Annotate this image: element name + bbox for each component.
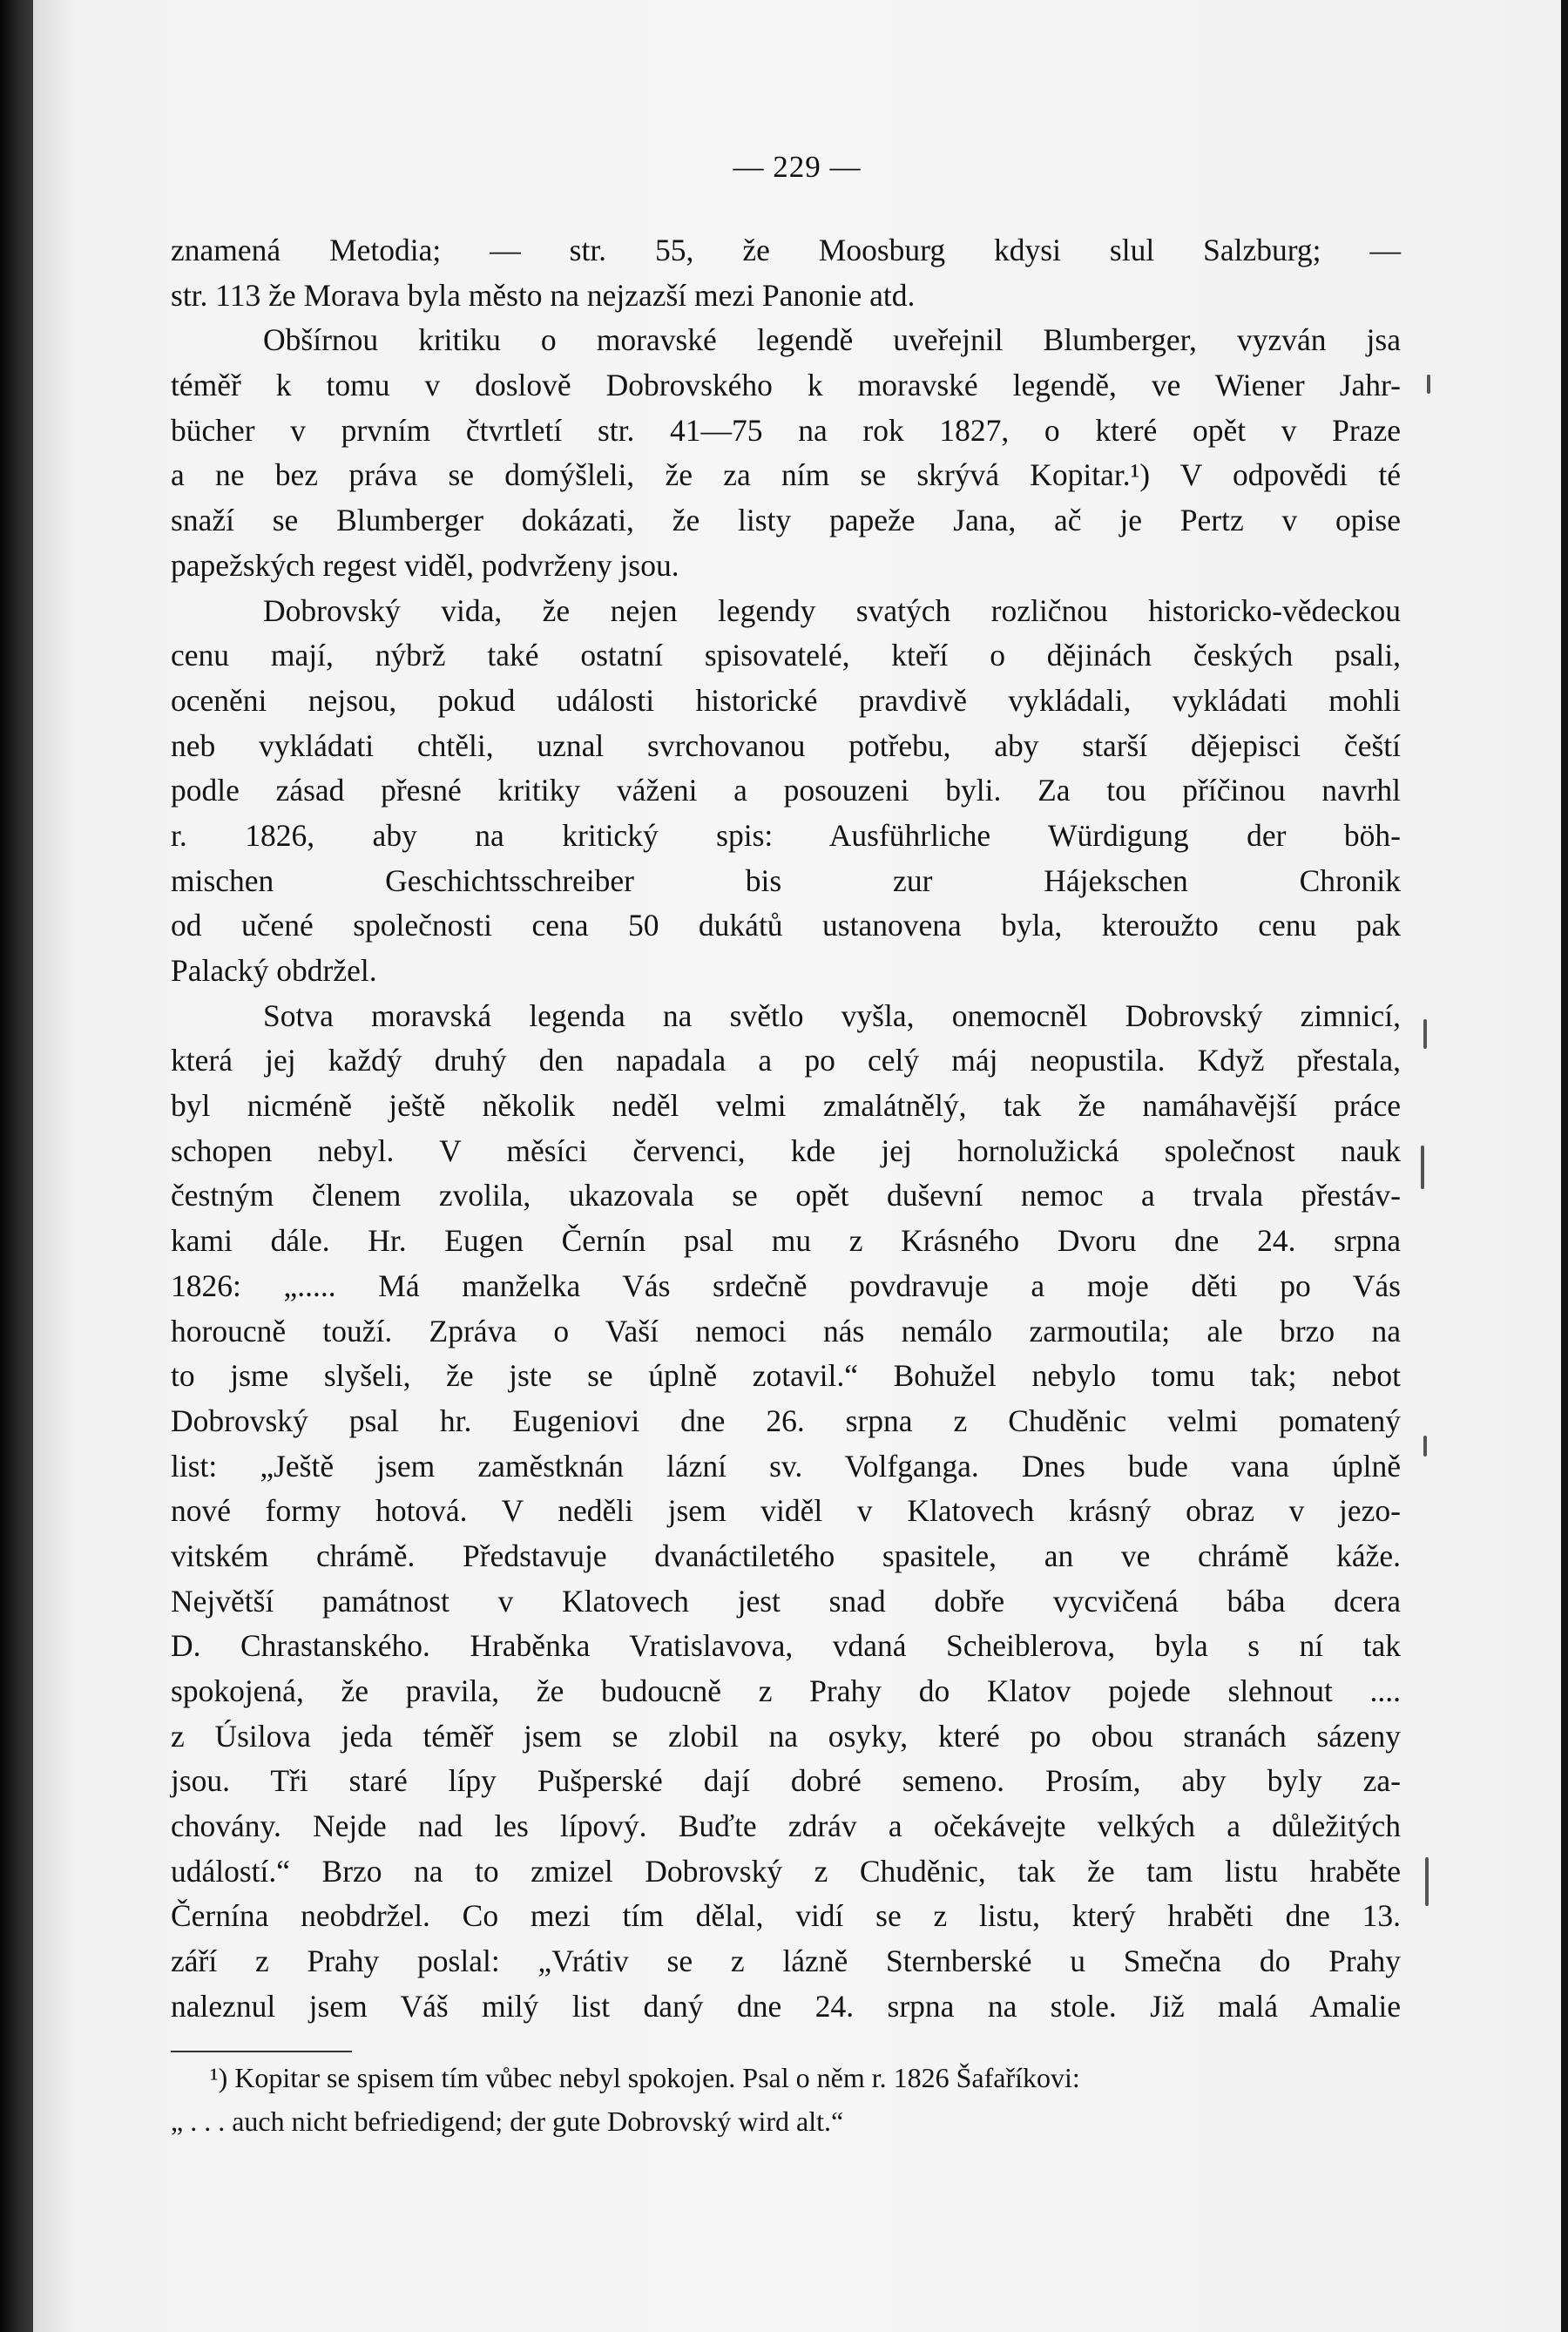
margin-mark — [1425, 1857, 1429, 1906]
text-line: znamená Metodia; — str. 55, že Moosburg kdysi slul Salzburg; — — [171, 233, 1401, 267]
footnote-line: ¹) Kopitar se spisem tím vůbec nebyl spokojen. Psal o něm r. 1826 Šafaříkovi: — [210, 2062, 1080, 2093]
text-line: str. 113 že Morava byla město na nejzazší mezi Panonie atd. — [171, 277, 916, 313]
footnote-divider — [171, 2051, 352, 2052]
text-line: která jej každý druhý den napadala a po celý máj neopustila. Když přestala, — [171, 1043, 1401, 1078]
text-line: D. Chrastanského. Hraběnka Vratislavova, vdaná Scheiblerova, byla s ní tak — [171, 1628, 1401, 1664]
text-line: od učené společnosti cena 50 dukátů ustanovena byla, kteroužto cenu pak — [171, 908, 1401, 943]
text-line: horoucně touží. Zpráva o Vaší nemoci nás nemálo zarmoutila; ale brzo na — [171, 1313, 1401, 1349]
body-text — [171, 228, 1401, 2030]
text-line: cenu mají, nýbrž také ostatní spisovatelé, kteří o dějinách českých psali, — [171, 638, 1401, 673]
text-line: podle zásad přesné kritiky váženi a posouzeni byli. Za tou příčinou navrhl — [171, 773, 1401, 808]
margin-mark — [1427, 375, 1430, 394]
text-line: snaží se Blumberger dokázati, že listy papeže Jana, ač je Pertz v opise — [171, 503, 1401, 538]
margin-mark — [1423, 1436, 1427, 1457]
text-line: Palacký obdržel. — [171, 953, 377, 988]
book-page — [33, 0, 1561, 2332]
text-line: chovány. Nejde nad les lípový. Buďte zdráv a očekávejte velkých a důležitých — [171, 1808, 1401, 1844]
text-line: spokojená, že pravila, že budoucně z Prahy do Klatov pojede slehnout .... — [171, 1673, 1401, 1708]
text-line: jsou. Tři staré lípy Pušperské dají dobré semeno. Prosím, aby byly za- — [171, 1763, 1401, 1799]
text-line: oceněni nejsou, pokud události historické pravdivě vykládali, vykládati mohli — [171, 682, 1401, 718]
text-line: z Úsilova jeda téměř jsem se zlobil na osyky, které po obou stranách sázeny — [171, 1718, 1401, 1754]
text-line: téměř k tomu v doslově Dobrovského k moravské legendě, ve Wiener Jahr- — [171, 368, 1401, 403]
text-line: papežských regest viděl, podvrženy jsou. — [171, 547, 679, 583]
text-line: neb vykládati chtěli, uznal svrchovanou potřebu, aby starší dějepisci čeští — [171, 727, 1401, 763]
text-line: to jsme slyšeli, že jste se úplně zotavil.“ Bohužel nebylo tomu tak; nebot — [171, 1358, 1401, 1394]
footnote-line: „ . . . auch nicht befriedigend; der gute Dobrovský wird alt.“ — [171, 2106, 844, 2137]
text-line: Černína neobdržel. Co mezi tím dělal, vidí se z listu, který hraběti dne 13. — [171, 1898, 1401, 1934]
text-line: a ne bez práva se domýšleli, že za ním se skrývá Kopitar.¹) V odpovědi té — [171, 457, 1401, 493]
text-line: bücher v prvním čtvrtletí str. 41—75 na rok 1827, o které opět v Praze — [171, 412, 1401, 448]
text-line: list: „Ještě jsem zaměstknán lázní sv. Volfganga. Dnes bude vana úplně — [171, 1448, 1401, 1484]
text-line: čestným členem zvolila, ukazovala se opět duševní nemoc a trvala přestáv- — [171, 1178, 1401, 1213]
text-line: Největší památnost v Klatovech jest snad dobře vycvičená bába dcera — [171, 1583, 1401, 1619]
margin-mark — [1423, 1019, 1427, 1049]
text-line: Sotva moravská legenda na světlo vyšla, onemocněl Dobrovský zimnicí, — [263, 997, 1401, 1033]
page-number: — 229 — — [733, 150, 862, 184]
text-line: r. 1826, aby na kritický spis: Ausführliche Würdigung der böh- — [171, 817, 1401, 853]
text-line: naleznul jsem Váš milý list daný dne 24. srpna na stole. Již malá Amalie — [171, 1988, 1401, 2024]
text-line: událostí.“ Brzo na to zmizel Dobrovský z Chuděnic, tak že tam listu hraběte — [171, 1853, 1401, 1889]
text-line: kami dále. Hr. Eugen Černín psal mu z Krásného Dvoru dne 24. srpna — [171, 1223, 1401, 1259]
scan-edge-right — [1561, 0, 1568, 2332]
text-line: 1826: „..... Má manželka Vás srdečně povdravuje a moje děti po Vás — [171, 1267, 1401, 1303]
text-line: září z Prahy poslal: „Vrátiv se z lázně Sternberské u Smečna do Prahy — [171, 1943, 1401, 1979]
margin-mark — [1421, 1146, 1424, 1189]
text-line: mischen Geschichtsschreiber bis zur Hájekschen Chronik — [171, 862, 1401, 898]
text-line: byl nicméně ještě několik neděl velmi zmalátnělý, tak že namáhavější práce — [171, 1088, 1401, 1124]
text-line: nové formy hotová. V neděli jsem viděl v Klatovech krásný obraz v jezo- — [171, 1493, 1401, 1529]
text-line: Dobrovský vida, že nejen legendy svatých rozličnou historicko-vědeckou — [263, 592, 1401, 628]
text-line: vitském chrámě. Představuje dvanáctiletého spasitele, an ve chrámě káže. — [171, 1538, 1401, 1573]
footnotes — [171, 2056, 1401, 2143]
text-line: schopen nebyl. V měsíci červenci, kde jej hornolužická společnost nauk — [171, 1132, 1401, 1168]
text-line: Dobrovský psal hr. Eugeniovi dne 26. srpna z Chuděnic velmi pomatený — [171, 1403, 1401, 1438]
scan-edge-left — [0, 0, 33, 2332]
text-line: Obšírnou kritiku o moravské legendě uveřejnil Blumberger, vyzván jsa — [263, 322, 1401, 358]
